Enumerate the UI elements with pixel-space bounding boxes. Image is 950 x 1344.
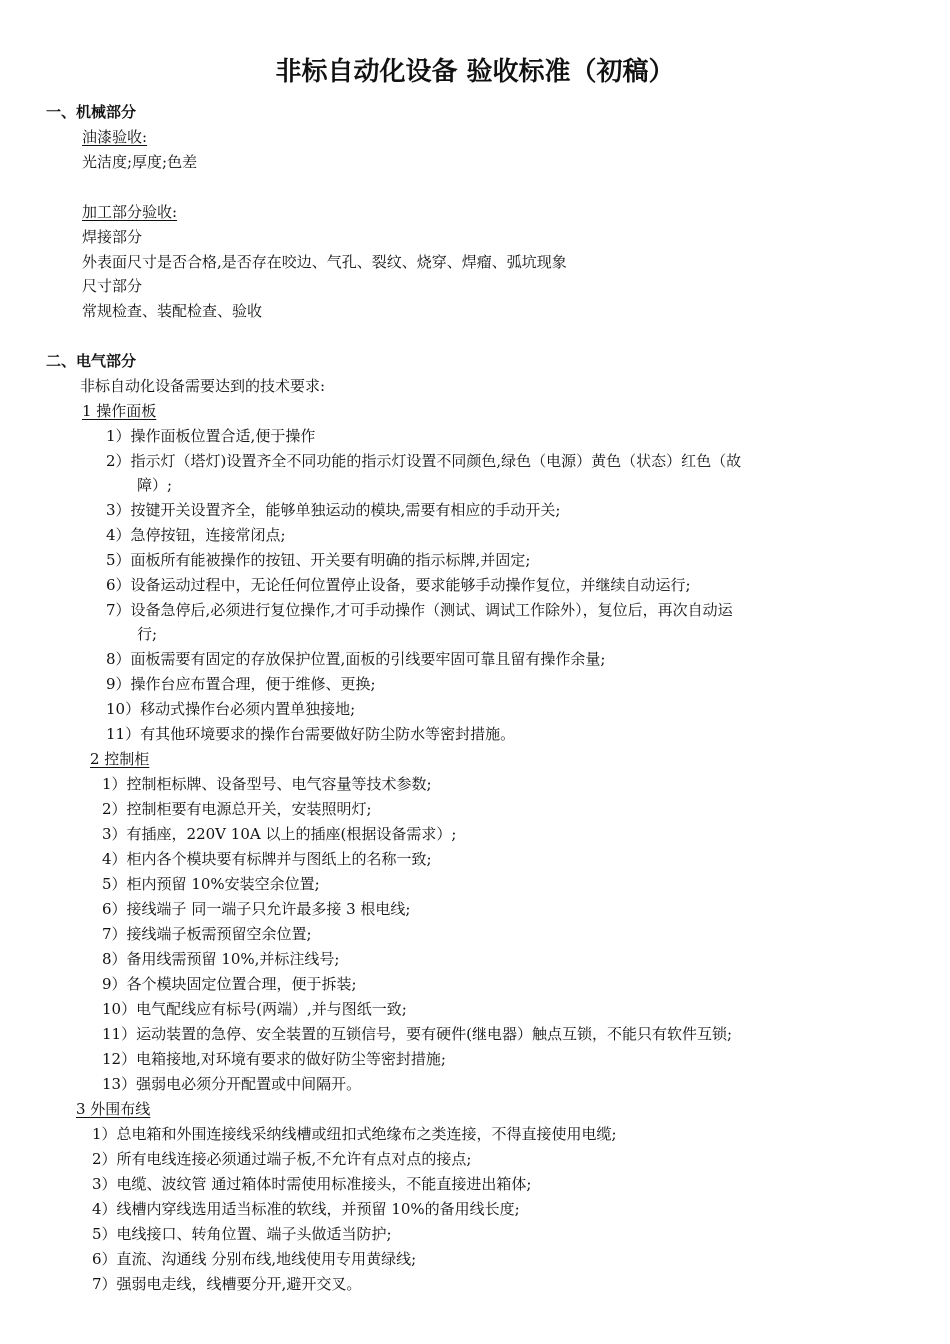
weld-label: 焊接部分 [82,228,143,246]
list-item-number: 1） [92,1125,117,1143]
list-item-text: 运动装置的急停、安全装置的互锁信号，要有硬件(继电器）触点互锁，不能只有软件互锁; [136,1025,733,1043]
list-item-number: 13） [102,1075,137,1093]
list-item [102,1022,732,1046]
list-item-text: 接线端子 同一端子只允许最多接 3 根电线; [126,900,411,918]
list-item-text: 电气配线应有标号(两端）,并与图纸一致; [136,1000,407,1018]
list-item [92,1147,471,1171]
list-item-text: 各个模块固定位置合理，便于拆装; [126,975,357,993]
list-item [92,1122,617,1146]
list-item-continuation: 行; [137,625,158,643]
list-item-text: 面板需要有固定的存放保护位置,面板的引线要牢固可靠且留有操作余量; [130,650,606,668]
list-item-text: 操作台应布置合理，便于维修、更换; [130,675,376,693]
list-item [102,947,339,971]
list-item [92,1197,520,1221]
list-item-text: 急停按钮，连接常闭点; [130,526,286,544]
paint-inspection-items: 光洁度;厚度;色差 [82,153,198,171]
list-item-text: 操作面板位置合适,便于操作 [130,427,316,445]
panel-subheading: 1 操作面板 [82,402,157,420]
list-item [92,1247,416,1271]
list-item [106,722,515,746]
list-item-number: 8） [102,950,127,968]
list-item-text: 有插座，220V 10A 以上的插座(根据设备需求）; [126,825,457,843]
list-item-text: 控制柜要有电源总开关，安装照明灯; [126,800,372,818]
process-inspection-label: 加工部分验收: [82,203,178,221]
list-item-number: 1） [106,427,131,445]
list-item-number: 6） [106,576,131,594]
list-item-number: 4） [106,526,131,544]
list-item [102,822,456,846]
list-item-number: 7） [106,601,131,619]
list-item [106,548,530,572]
list-item-text: 按键开关设置齐全，能够单独运动的模块,需要有相应的手动开关; [130,501,561,519]
list-item-text: 移动式操作台必须内置单独接地; [140,700,356,718]
list-item-number: 10） [102,1000,137,1018]
list-item [106,498,560,522]
section-heading-electrical: 二、电气部分 [46,352,137,370]
list-item-number: 8） [106,650,131,668]
list-item [102,847,432,871]
size-text: 常规检查、装配检查、验收 [82,302,263,320]
list-item-text: 强弱电走线，线槽要分开,避开交叉。 [116,1275,362,1293]
list-item [92,1222,392,1246]
list-item-continuation: 障）; [137,476,173,494]
list-item-text: 电线接口、转角位置、端子头做适当防护; [116,1225,392,1243]
list-item [102,897,410,921]
list-item [106,647,605,671]
list-item [106,424,315,448]
list-item-number: 5） [92,1225,117,1243]
list-item-number: 11） [102,1025,137,1043]
list-item-text: 直流、沟通线 分别布线,地线使用专用黄绿线; [116,1250,417,1268]
list-item-text: 接线端子板需预留空余位置; [126,925,312,943]
list-item-text: 所有电线连接必须通过端子板,不允许有点对点的接点; [116,1150,472,1168]
list-item [92,1172,531,1196]
wiring-subheading: 3 外围布线 [76,1100,151,1118]
list-item-number: 3） [106,501,131,519]
list-item-text: 线槽内穿线选用适当标准的软线，并预留 10%的备用线长度; [116,1200,520,1218]
list-item-number: 4） [92,1200,117,1218]
list-item-number: 5） [102,875,127,893]
list-item-number: 12） [102,1050,137,1068]
list-item [102,797,372,821]
list-item-text: 备用线需预留 10%,并标注线号; [126,950,340,968]
list-item-text: 控制柜标牌、设备型号、电气容量等技术参数; [126,775,432,793]
list-item-number: 2） [106,452,131,470]
list-item-text: 设备急停后,必须进行复位操作,才可手动操作（测试、调试工作除外），复位后，再次自动运 [130,601,733,619]
list-item-text: 面板所有能被操作的按钮、开关要有明确的指示标牌,并固定; [130,551,531,569]
list-item [102,772,432,796]
list-item-text: 设备运动过程中，无论任何位置停止设备，要求能够手动操作复位，并继续自动运行; [130,576,691,594]
list-item-number: 6） [92,1250,117,1268]
list-item [92,1272,361,1296]
list-item-number: 3） [92,1175,117,1193]
list-item [106,672,376,696]
list-item-text: 电箱接地,对环境有要求的做好防尘等密封措施; [136,1050,446,1068]
list-item-number: 3） [102,825,127,843]
list-item-number: 6） [102,900,127,918]
list-item [106,573,691,597]
list-item-text: 柜内各个模块要有标牌并与图纸上的名称一致; [126,850,432,868]
cabinet-subheading: 2 控制柜 [90,750,150,768]
list-item-number: 5） [106,551,131,569]
list-item-number: 1） [102,775,127,793]
list-item-text: 强弱电必须分开配置或中间隔开。 [136,1075,362,1093]
list-item-number: 9） [102,975,127,993]
list-item-text: 电缆、波纹管 通过箱体时需使用标准接头，不能直接进出箱体; [116,1175,532,1193]
list-item-text: 指示灯（塔灯)设置齐全不同功能的指示灯设置不同颜色,绿色（电源）黄色（状态）红色（故 [130,452,742,470]
list-item-number: 2） [92,1150,117,1168]
list-item [102,872,320,896]
list-item-number: 7） [102,925,127,943]
list-item-text: 有其他环境要求的操作台需要做好防尘防水等密封措施。 [140,725,516,743]
document-title: 非标自动化设备 验收标准（初稿） [275,57,675,87]
list-item [102,972,357,996]
list-item-number: 9） [106,675,131,693]
list-item-text: 总电箱和外围连接线采纳线槽或纽扣式绝缘布之类连接，不得直接使用电缆; [116,1125,617,1143]
list-item-number: 7） [92,1275,117,1293]
list-item-text: 柜内预留 10%安装空余位置; [126,875,320,893]
list-item [102,1047,446,1071]
list-item [106,449,741,473]
list-item-number: 2） [102,800,127,818]
size-label: 尺寸部分 [82,277,143,295]
list-item [102,922,312,946]
list-item-number: 4） [102,850,127,868]
list-item [102,997,407,1021]
list-item [106,697,355,721]
list-item [106,598,733,622]
section-heading-mechanical: 一、机械部分 [46,103,137,121]
electrical-intro: 非标自动化设备需要达到的技术要求: [80,377,326,395]
weld-text: 外表面尺寸是否合格,是否存在咬边、气孔、裂纹、烧穿、焊瘤、弧坑现象 [82,253,567,271]
paint-inspection-label: 油漆验收: [82,128,148,146]
list-item [102,1072,361,1096]
list-item-number: 10） [106,700,141,718]
list-item [106,523,286,547]
list-item-number: 11） [106,725,141,743]
